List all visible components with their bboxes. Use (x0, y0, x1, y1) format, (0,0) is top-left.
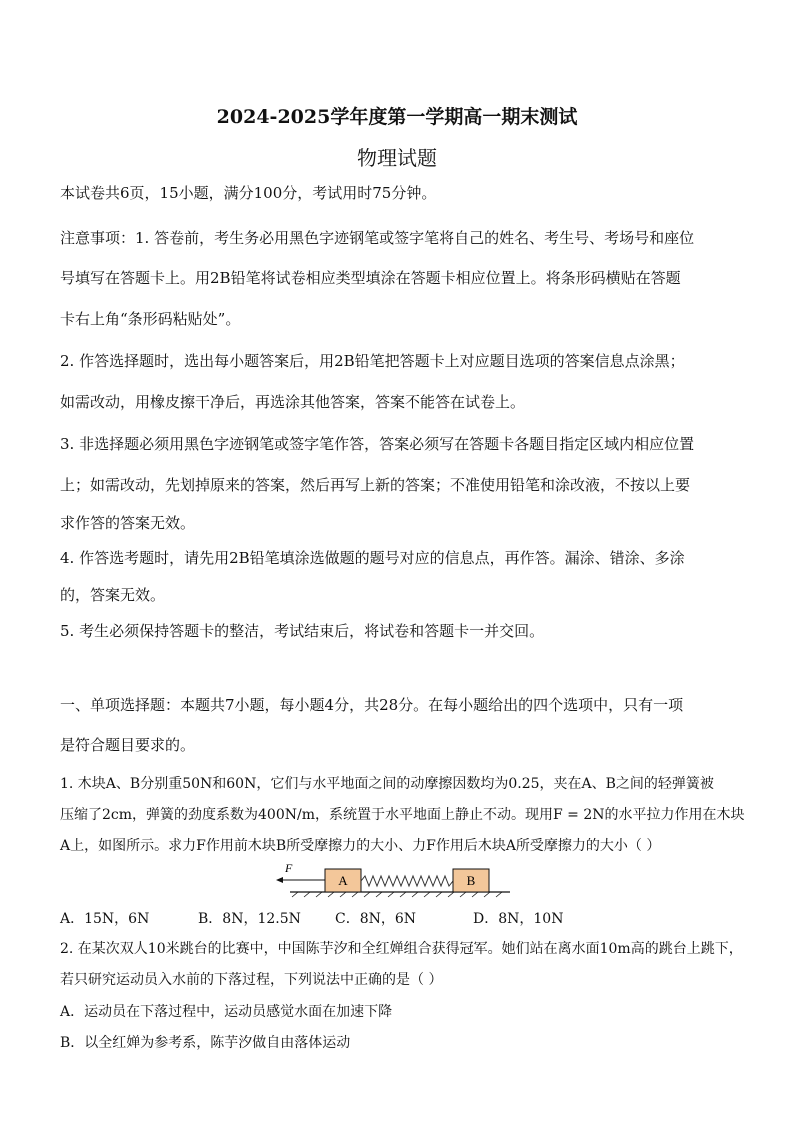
notes-line: 如需改动，用橡皮擦干净后，再选涂其他答案，答案不能答在试卷上。 (60, 393, 526, 411)
notes-line: 的，答案无效。 (60, 586, 166, 604)
option-a: A．15N，6N (60, 911, 150, 927)
notes-line: 求作答的答案无效。 (60, 514, 196, 532)
option-b: B．8N，12.5N (198, 911, 301, 927)
notes-line: 卡右上角“条形码粘贴处”。 (60, 310, 241, 328)
ground-hatch (292, 892, 502, 897)
question-2-option: B．以全红婵为参考系，陈芋汐做自由落体运动 (60, 1035, 351, 1051)
notes-line: 注意事项：1. 答卷前，考生务必用黑色字迹钢笔或签字笔将自己的姓名、考生号、考场号和座位 (60, 229, 695, 247)
question-1-line: 1. 木块A、B分别重50N和60N，它们与水平地面之间的动摩擦因数均为0.25，夹在A、B之间的轻弹簧被 (60, 776, 714, 792)
section-heading: 一、单项选择题：本题共7小题，每小题4分，共28分。在每小题给出的四个选项中，只有一项 (60, 696, 684, 714)
notes-line: 2. 作答选择题时，选出每小题答案后，用2B铅笔把答题卡上对应题目选项的答案信息点涂黑； (60, 352, 685, 370)
spring (361, 876, 453, 886)
notes-line: 号填写在答题卡上。用2B铅笔将试卷相应类型填涂在答题卡相应位置上。将条形码横贴在答题 (60, 269, 681, 287)
block-b-label: B (466, 873, 476, 888)
notes-line: 3. 非选择题必须用黑色字迹钢笔或签字笔作答，答案必须写在答题卡各题目指定区域内相应位置 (60, 435, 695, 453)
block-a-label: A (338, 873, 348, 888)
notes-line: 上；如需改动，先划掉原来的答案，然后再写上新的答案；不准使用铅笔和涂改液，不按以上要 (60, 476, 691, 494)
notes-line: 4. 作答选考题时，请先用2B铅笔填涂选做题的题号对应的信息点，再作答。漏涂、错涂、多涂 (60, 549, 685, 567)
question-2-option: A．运动员在下落过程中，运动员感觉水面在加速下降 (60, 1004, 393, 1020)
q1-figure (270, 858, 520, 898)
question-2-line: 若只研究运动员入水前的下落过程，下列说法中正确的是（ ） (60, 972, 443, 988)
question-1-line: A上，如图所示。求力F作用前木块B所受摩擦力的大小、力F作用后木块A所受摩擦力的大小（ ） (60, 838, 661, 854)
intro-text: 本试卷共6页，15小题，满分100分，考试用时75分钟。 (60, 184, 437, 202)
section-heading: 是符合题目要求的。 (60, 736, 196, 754)
notes-line: 5. 考生必须保持答题卡的整洁，考试结束后，将试卷和答题卡一并交回。 (60, 622, 545, 640)
question-2-line: 2. 在某次双人10米跳台的比赛中，中国陈芋汐和全红婵组合获得冠军。她们站在离水面10m高的跳台上跳下， (60, 941, 743, 957)
exam-title: 2024-2025学年度第一学期高一期末测试 (216, 106, 578, 128)
question-1-line: 压缩了2cm，弹簧的劲度系数为400N/m，系统置于水平地面上静止不动。现用F = 2N的水平拉力作用在木块 (60, 807, 745, 823)
force-arrowhead (276, 877, 283, 883)
exam-subtitle: 物理试题 (357, 146, 437, 170)
option-d: D．8N，10N (473, 911, 564, 927)
option-c: C．8N，6N (335, 911, 417, 927)
force-label: F (285, 861, 293, 875)
